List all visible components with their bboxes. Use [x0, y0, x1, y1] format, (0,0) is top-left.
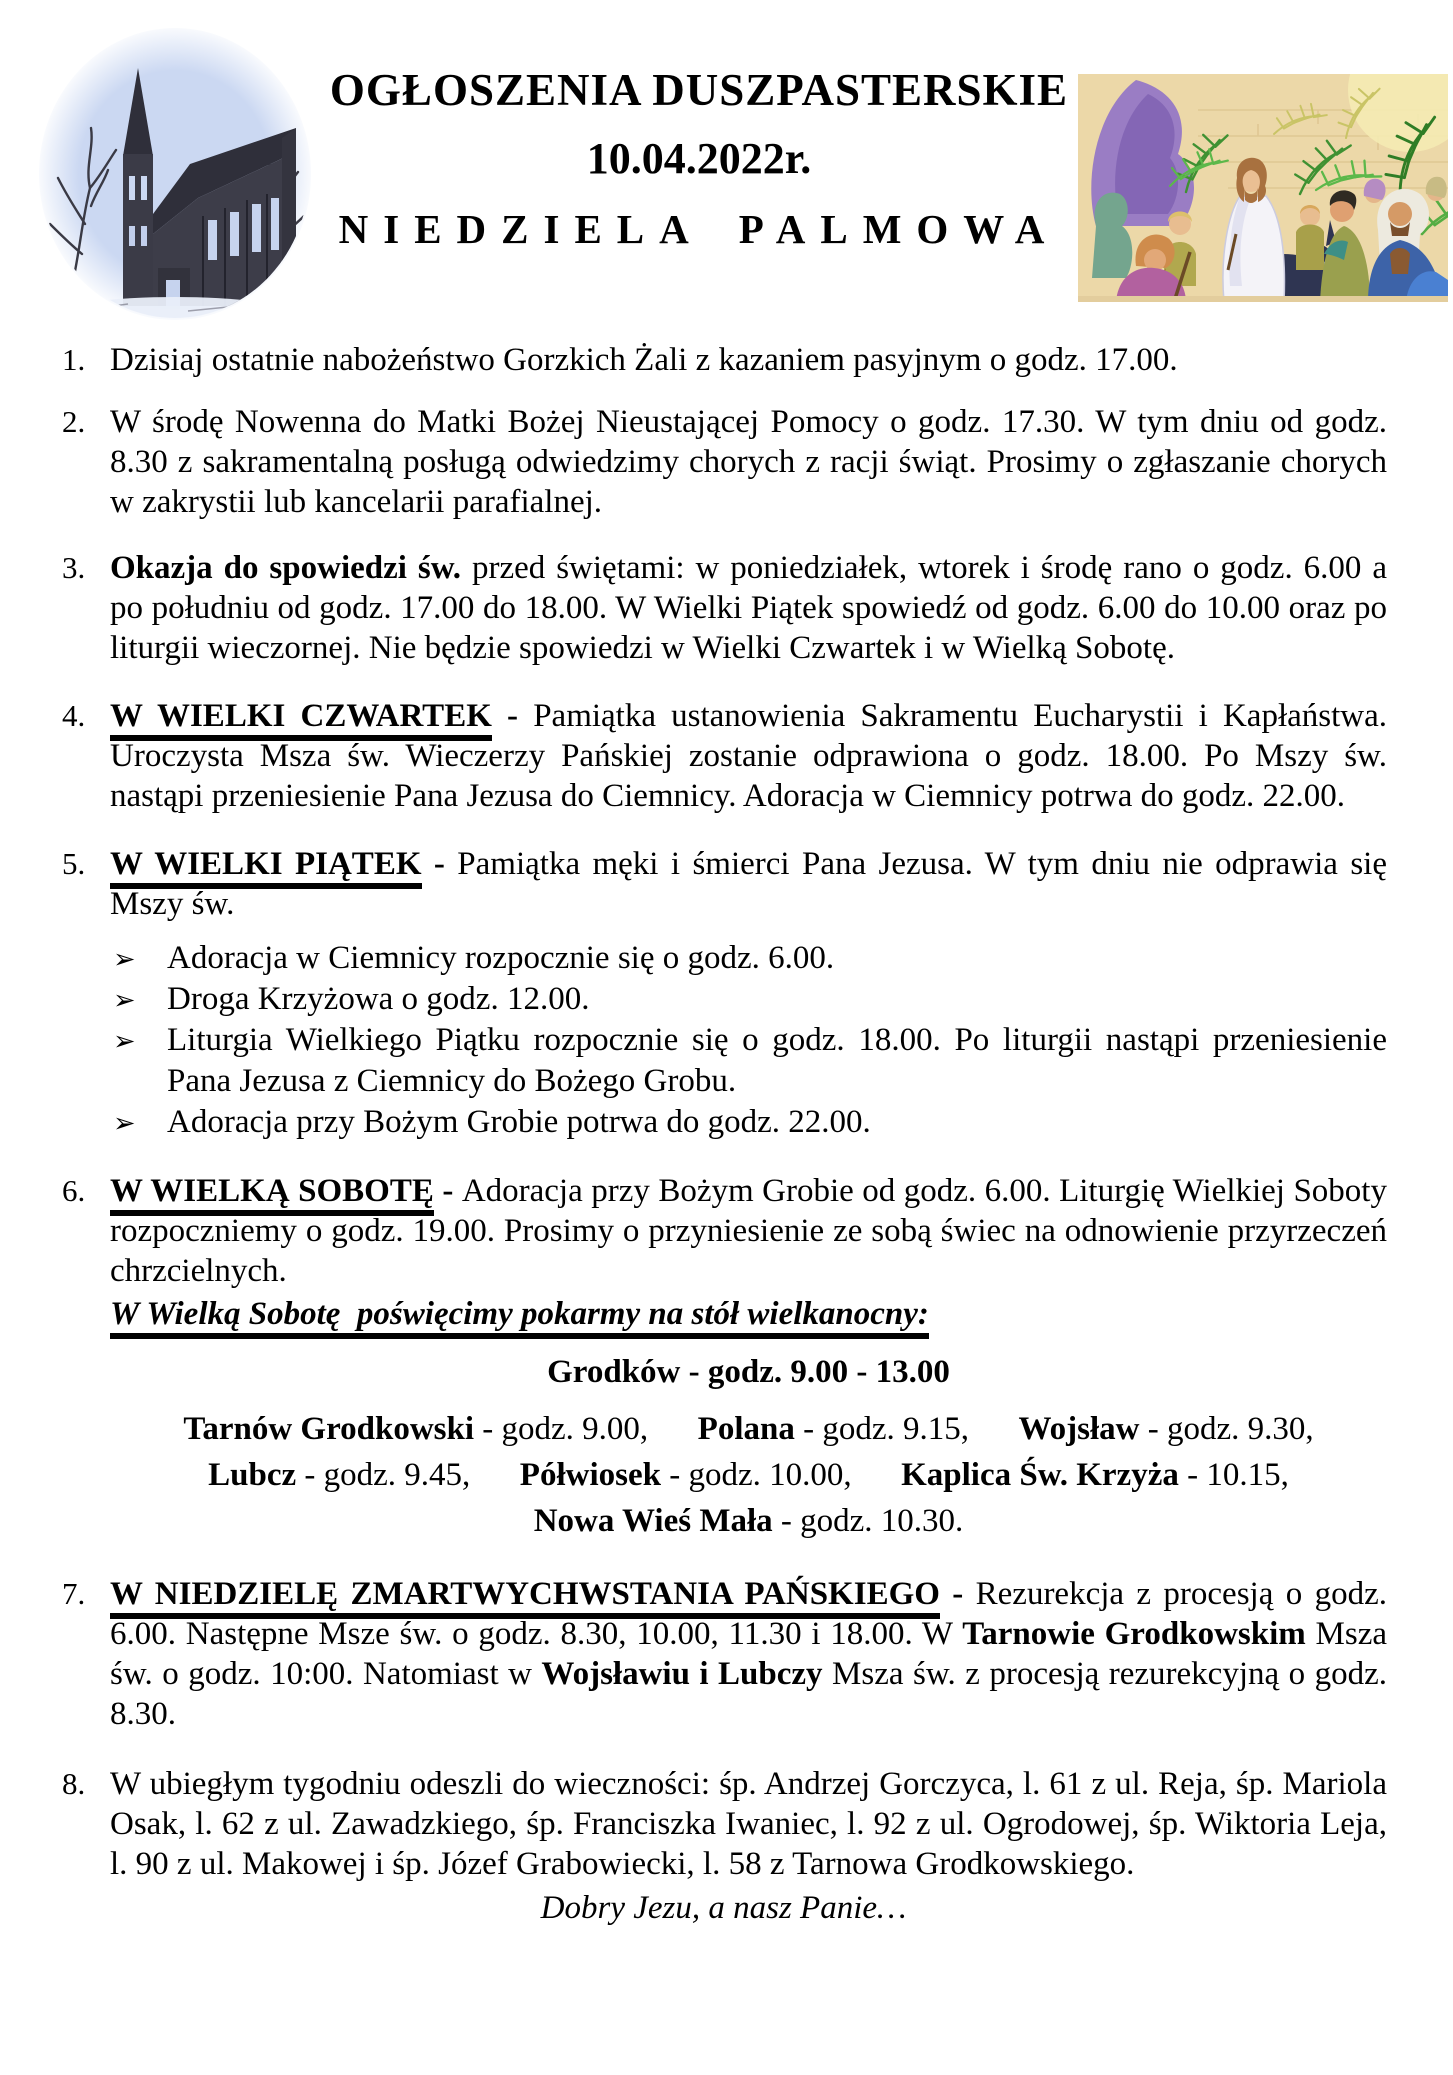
- bullet-item: [110, 938, 1387, 979]
- announcement-item: [60, 696, 1387, 816]
- bullet-text: Droga Krzyżowa o godz. 12.00.: [167, 981, 590, 1017]
- bullet-item: [110, 1020, 1387, 1102]
- item-text: W WIELKĄ SOBOTĘ - Adoracja przy Bożym Grobie od godz. 6.00. Liturgię Wielkiej Soboty rozpoczniemy o godz. 19.00. Prosimy o przyniesienie ze sobą świec na odnowienie przyrzeczeń chrzcielnych.: [110, 1173, 1387, 1289]
- page-title: OGŁOSZENIA DUSZPASTERSKIE: [329, 65, 1069, 115]
- bullet-text: Adoracja w Ciemnicy rozpocznie się o godz. 6.00.: [167, 940, 835, 976]
- item-number: 2.: [62, 404, 86, 439]
- schedule-line: Nowa Wieś Mała - godz. 10.30.: [533, 1503, 964, 1539]
- arrow-bullet-icon: ➢: [113, 985, 136, 1016]
- item-text: Okazja do spowiedzi św. przed świętami: w poniedziałek, wtorek i środę rano o godz. 6.00 a po południu od godz. 17.00 do 18.00. W Wielki Piątek spowiedź od godz. 6.00 do 10.00 oraz po liturgii wieczornej. Nie będzie spowiedzi w Wielki Czwartek i w Wielką Sobotę.: [110, 550, 1388, 666]
- announcement-item: [60, 844, 1387, 1143]
- bullet-list: [110, 938, 1387, 1143]
- item-number: 3.: [62, 550, 86, 585]
- blessing-note: W Wielką Sobotę poświęcimy pokarmy na stół wielkanocny:: [110, 1294, 1387, 1334]
- announcements-list: [0, 340, 1453, 1929]
- item-number: 1.: [62, 342, 86, 377]
- church-image: [38, 28, 312, 320]
- announcement-item: [60, 1171, 1387, 1544]
- announcement-item: [60, 402, 1387, 522]
- page-subtitle: NIEDZIELA PALMOWA: [338, 206, 1060, 252]
- bullet-text: Liturgia Wielkiego Piątku rozpocznie się o godz. 18.00. Po liturgii nastąpi przeniesienie Pana Jezusa z Ciemnicy do Bożego Grobu.: [167, 1022, 1387, 1099]
- item-text: W WIELKI PIĄTEK - Pamiątka męki i śmierci Pana Jezusa. W tym dniu nie odprawia się Mszy św.: [110, 846, 1387, 922]
- item-text: W WIELKI CZWARTEK - Pamiątka ustanowienia Sakramentu Eucharystii i Kapłaństwa. Uroczysta Msza św. Wieczerzy Pańskiej zostanie odprawiona o godz. 18.00. Po Mszy św. nastąpi przeniesienie Pana Jezusa do Ciemnicy. Adoracja w Ciemnicy potrwa do godz. 22.00.: [110, 698, 1387, 814]
- header: [0, 0, 1453, 318]
- item-number: 4.: [62, 698, 86, 733]
- bullet-item: [110, 1102, 1387, 1143]
- schedule-line: Tarnów Grodkowski - godz. 9.00, Polana - godz. 9.15, Wojsław - godz. 9.30,: [183, 1411, 1314, 1447]
- bullet-item: [110, 979, 1387, 1020]
- bullet-text: Adoracja przy Bożym Grobie potrwa do godz. 22.00.: [167, 1104, 871, 1140]
- announcement-item: [60, 548, 1387, 668]
- announcement-item: [60, 1574, 1387, 1734]
- item-number: 6.: [62, 1173, 86, 1208]
- item-text: W ubiegłym tygodniu odeszli do wieczności: śp. Andrzej Gorczyca, l. 61 z ul. Reja, śp. Mariola Osak, l. 62 z ul. Zawadzkiego, śp. Franciszka Iwaniec, l. 92 z ul. Ogrodowej, śp. Wiktoria Leja, l. 90 z ul. Makowej i śp. Józef Grabowiecki, l. 58 z Tarnowa Grodkowskiego.: [110, 1766, 1387, 1882]
- announcement-item: [60, 1764, 1387, 1884]
- announcement-item: [60, 340, 1387, 380]
- blessing-title: Grodków - godz. 9.00 - 13.00: [547, 1354, 950, 1390]
- item-number: 5.: [62, 846, 86, 881]
- item-number: 8.: [62, 1766, 86, 1801]
- title-block: [318, 64, 1080, 253]
- item-text: Dzisiaj ostatnie nabożeństwo Gorzkich Żali z kazaniem pasyjnym o godz. 17.00.: [110, 342, 1178, 378]
- item-number: 7.: [62, 1576, 86, 1611]
- palm-sunday-image: [1078, 74, 1448, 302]
- arrow-bullet-icon: ➢: [113, 1108, 136, 1139]
- item-text: W NIEDZIELĘ ZMARTWYCHWSTANIA PAŃSKIEGO - Rezurekcja z procesją o godz. 6.00. Następne Msze św. o godz. 8.30, 10.00, 11.30 i 18.00. W Tarnowie Grodkowskim Msza św. o godz. 10:00. Natomiast w Wojsławiu i Lubczy Msza św. z procesją rezurekcyjną o godz. 8.30.: [110, 1576, 1388, 1732]
- page-date: 10.04.2022r.: [586, 134, 812, 183]
- arrow-bullet-icon: ➢: [113, 1026, 136, 1057]
- blessing-schedule: [110, 1406, 1387, 1544]
- closing-prayer: Dobry Jezu, a nasz Panie…: [540, 1890, 907, 1926]
- item-text: W środę Nowenna do Matki Bożej Nieustającej Pomocy o godz. 17.30. W tym dniu od godz. 8.30 z sakramentalną posługą odwiedzimy chorych z racji świąt. Prosimy o zgłaszanie chorych w zakrystii lub kancelarii parafialnej.: [110, 404, 1387, 520]
- schedule-line: Lubcz - godz. 9.45, Półwiosek - godz. 10.00, Kaplica Św. Krzyża - 10.15,: [208, 1457, 1289, 1493]
- arrow-bullet-icon: ➢: [113, 944, 136, 975]
